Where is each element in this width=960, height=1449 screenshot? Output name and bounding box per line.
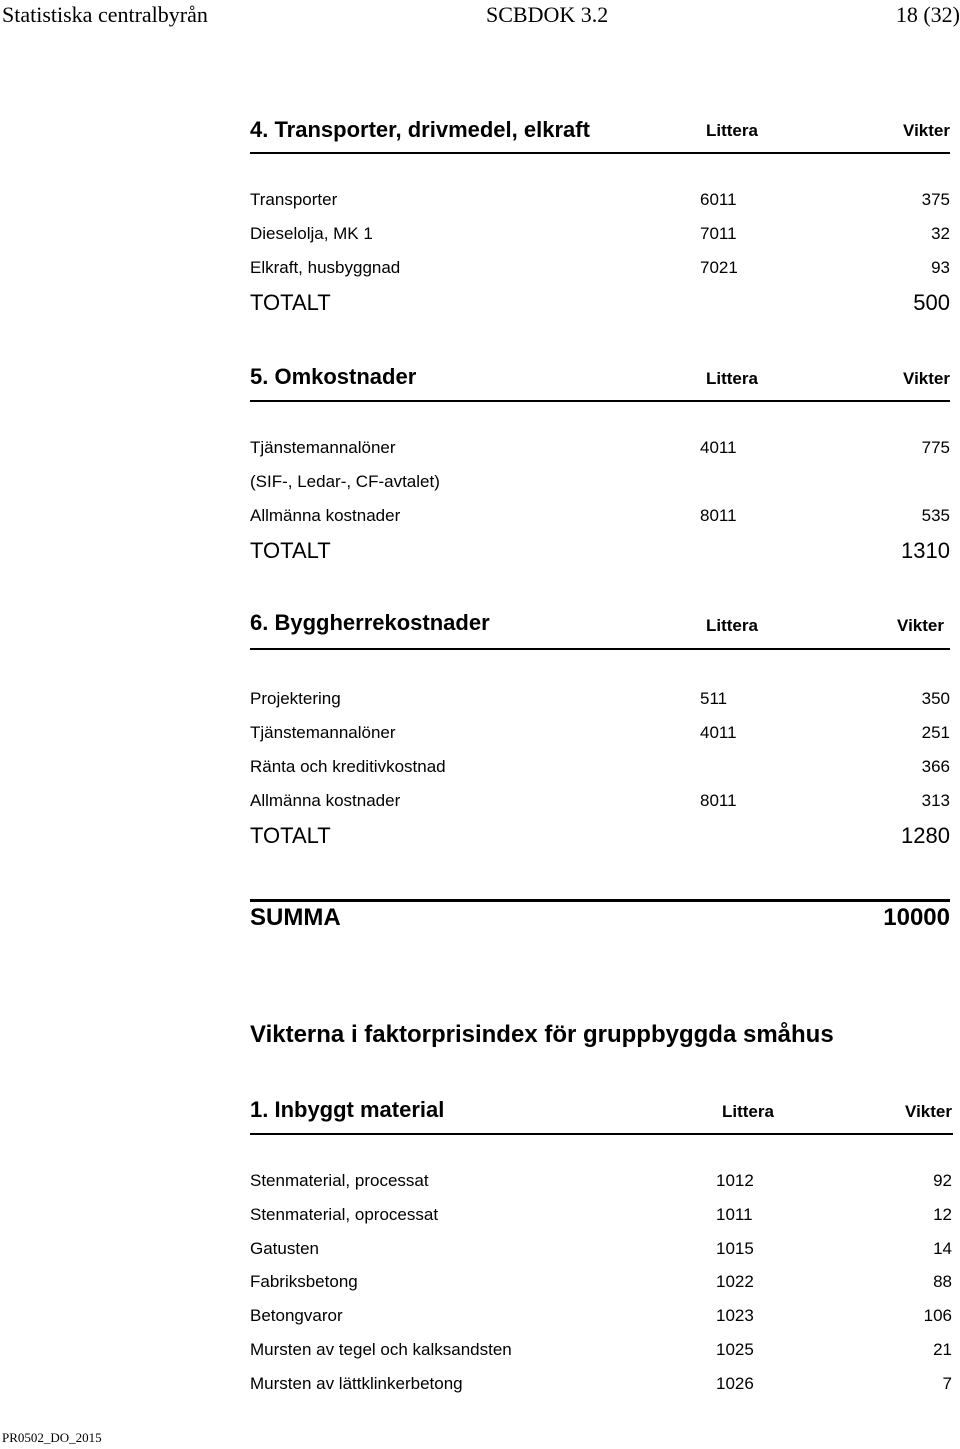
header-doc-id: SCBDOK 3.2	[486, 2, 609, 27]
row-label: Projektering	[250, 689, 341, 708]
col-header-vikter: Vikter	[903, 121, 950, 140]
row-code: 1012	[716, 1171, 754, 1190]
row-value: 12	[933, 1205, 952, 1224]
summa-label: SUMMA	[250, 904, 341, 931]
section-rule	[250, 1133, 953, 1135]
total-value: 1280	[901, 823, 950, 848]
row-code: 1011	[716, 1205, 753, 1224]
row-value: 88	[933, 1272, 952, 1291]
subheading: Vikterna i faktorprisindex för gruppbyggda småhus	[250, 1021, 834, 1048]
header-page-number: 18 (32)	[895, 2, 960, 27]
col-header-vikter: Vikter	[897, 616, 944, 635]
row-label: Stenmaterial, processat	[250, 1171, 429, 1190]
row-value: 313	[921, 791, 950, 810]
row-label: Elkraft, husbyggnad	[250, 258, 401, 277]
section-title: 4. Transporter, drivmedel, elkraft	[250, 117, 590, 142]
row-code: 8011	[700, 506, 737, 525]
footer-doc-code: PR0502_DO_2015	[2, 1430, 102, 1445]
row-value: 32	[931, 224, 950, 243]
total-label: TOTALT	[250, 823, 331, 848]
row-label: Stenmaterial, oprocessat	[250, 1205, 439, 1224]
col-header-littera: Littera	[706, 616, 758, 635]
row-value: 14	[933, 1239, 952, 1258]
summa-value: 10000	[883, 904, 950, 931]
row-label: Betongvaror	[250, 1306, 343, 1325]
col-header-littera: Littera	[706, 121, 758, 140]
row-value: 21	[933, 1340, 952, 1359]
row-code: 7021	[700, 258, 738, 277]
row-value: 350	[921, 689, 950, 708]
section-rule	[250, 400, 950, 402]
row-code: 1015	[716, 1239, 754, 1258]
col-header-littera: Littera	[706, 369, 758, 388]
row-label: Tjänstemannalöner	[250, 723, 396, 742]
row-value: 7	[942, 1374, 952, 1393]
section-rule	[250, 648, 950, 650]
summa-rule	[250, 899, 950, 902]
row-code: 8011	[700, 791, 737, 810]
row-value: 366	[921, 757, 950, 776]
section-rule	[250, 152, 950, 154]
row-code: 1022	[716, 1272, 754, 1291]
section-title: 6. Byggherrekostnader	[250, 610, 490, 635]
row-value: 251	[921, 723, 950, 742]
header-org: Statistiska centralbyrån	[2, 2, 208, 27]
row-label: Ränta och kreditivkostnad	[250, 757, 446, 776]
row-label: Mursten av tegel och kalksandsten	[250, 1340, 512, 1359]
col-header-vikter: Vikter	[905, 1102, 952, 1121]
row-label: (SIF-, Ledar-, CF-avtalet)	[250, 472, 440, 491]
row-code: 511	[700, 689, 728, 708]
row-label: Allmänna kostnader	[250, 791, 401, 810]
total-label: TOTALT	[250, 290, 331, 315]
row-value: 92	[933, 1171, 952, 1190]
row-code: 7011	[700, 224, 737, 243]
row-label: Mursten av lättklinkerbetong	[250, 1374, 463, 1393]
section-title: 1. Inbyggt material	[250, 1097, 445, 1122]
row-code: 1023	[716, 1306, 754, 1325]
row-value: 106	[923, 1306, 952, 1325]
total-label: TOTALT	[250, 538, 331, 563]
row-label: Transporter	[250, 190, 338, 209]
col-header-littera: Littera	[722, 1102, 774, 1121]
row-label: Dieselolja, MK 1	[250, 224, 373, 243]
row-value: 375	[921, 190, 950, 209]
row-label: Tjänstemannalöner	[250, 438, 396, 457]
row-value: 775	[921, 438, 950, 457]
section-title: 5. Omkostnader	[250, 364, 417, 389]
row-label: Gatusten	[250, 1239, 319, 1258]
total-value: 500	[913, 290, 950, 315]
total-value: 1310	[901, 538, 950, 563]
row-code: 4011	[700, 723, 737, 742]
row-value: 535	[921, 506, 950, 525]
row-code: 1026	[716, 1374, 754, 1393]
row-code: 4011	[700, 438, 737, 457]
col-header-vikter: Vikter	[903, 369, 950, 388]
row-code: 1025	[716, 1340, 754, 1359]
row-label: Fabriksbetong	[250, 1272, 358, 1291]
row-code: 6011	[700, 190, 737, 209]
row-label: Allmänna kostnader	[250, 506, 401, 525]
row-value: 93	[931, 258, 950, 277]
